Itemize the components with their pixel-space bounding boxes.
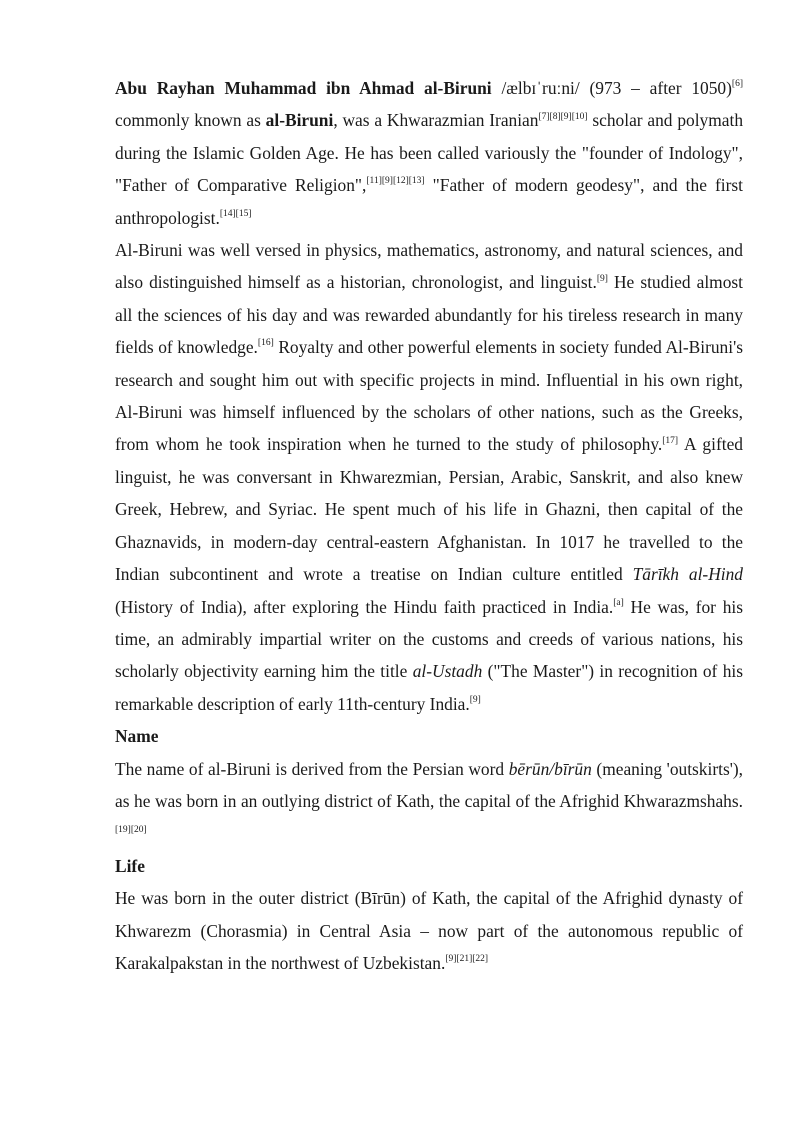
career-paragraph xyxy=(115,234,743,720)
short-name: al-Biruni xyxy=(265,110,334,131)
body-text: He was, for his time, an admirably impartial writer on the customs and creeds of various nations, his scholarly objectivity earning him the title xyxy=(115,596,743,682)
body-text: Al-Biruni was well versed in physics, mathematics, astronomy, and natural sciences, and also distinguished himself as a historian, chronologist, and linguist. xyxy=(115,240,743,293)
persian-word: bērūn/bīrūn xyxy=(508,758,592,779)
body-text: scholar and polymath during the Islamic Golden Age. He has been called variously the "founder of Indology", "Father of Comparative Religion", xyxy=(115,110,744,196)
body-text: He studied almost all the sciences of his day and was rewarded abundantly for his tireless research in many fields of knowledge. xyxy=(115,272,743,358)
citation[interactable]: [17] xyxy=(662,435,679,446)
citation[interactable]: [a] xyxy=(613,597,624,608)
citation[interactable]: [9] xyxy=(596,273,608,284)
citation[interactable]: [9][21][22] xyxy=(445,954,489,965)
body-text: The name of al-Biruni is derived from the Persian word xyxy=(115,758,509,779)
body-text: He was born in the outer district (Bīrūn) of Kath, the capital of the Afrighid dynasty of Khwarezm (Chorasmia) in Central Asia – now part of the autonomous republic of Karakalpakstan in the northwest of Uzbekistan. xyxy=(115,888,743,973)
section-heading-life: Life xyxy=(115,855,145,876)
body-text: ("The Master") in recognition of his remarkable description of early 11th-century India. xyxy=(115,661,743,714)
body-text: Royalty and other powerful elements in society funded Al-Biruni's research and sought him out with specific projects in mind. Influential in his own right, Al-Biruni was himself influenced by the scholars of other nations, such as the Greeks, from whom he took inspiration when he turned to the study of philosophy. xyxy=(115,337,743,455)
body-text: "Father of modern geodesy", and the first anthropologist. xyxy=(115,175,744,228)
citation[interactable]: [9] xyxy=(469,694,481,705)
body-text: A gifted linguist, he was conversant in Khwarezmian, Persian, Arabic, Sanskrit, and also knew Greek, Hebrew, and Syriac. He spent much of his life in Ghazni, then capital of the Ghaznavids, in modern-day central-eastern Afghanistan. In 1017 he travelled to the Indian subcontinent and wrote a treatise on Indian culture entitled xyxy=(115,434,743,585)
citation[interactable]: [6] xyxy=(731,79,743,90)
pronunciation-and-dates: /ælbɪˈruːni/ (973 – after 1050) xyxy=(491,78,732,98)
body-text: (meaning 'outskirts'), as he was born in an outlying district of Kath, the capital of the Afrighid Khwarazmshahs. xyxy=(115,758,743,811)
intro-paragraph xyxy=(115,72,743,234)
work-title: Tārīkh al-Hind xyxy=(632,564,743,585)
citation[interactable]: [16] xyxy=(257,338,274,349)
full-name: Abu Rayhan Muhammad ibn Ahmad al-Biruni xyxy=(115,78,492,98)
citation[interactable]: [11][9][12][13] xyxy=(366,176,425,187)
body-text: (History of India), after exploring the Hindu faith practiced in India. xyxy=(115,596,614,617)
body-text: , was a Khwarazmian Iranian xyxy=(333,110,539,131)
citation[interactable]: [14][15] xyxy=(219,208,252,219)
citation[interactable]: [19][20] xyxy=(115,824,147,835)
name-paragraph xyxy=(115,753,743,850)
citation[interactable]: [7][8][9][10] xyxy=(538,111,588,122)
section-heading-name: Name xyxy=(115,726,159,747)
body-text: commonly known as xyxy=(115,110,266,131)
life-paragraph xyxy=(115,882,743,979)
honorific-title: al-Ustadh xyxy=(412,661,483,682)
